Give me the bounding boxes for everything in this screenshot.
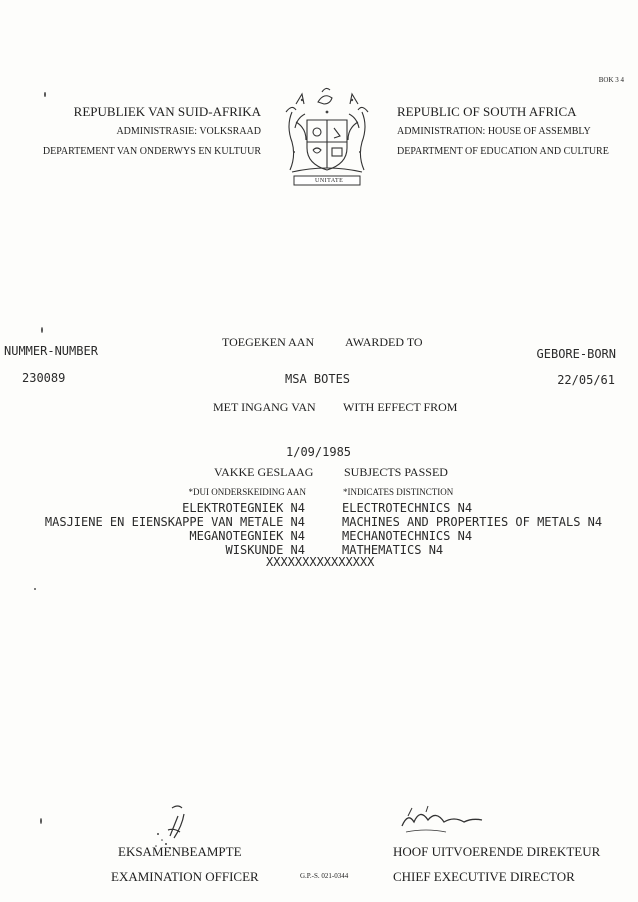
administration-af: ADMINISTRASIE: VOLKSRAAD bbox=[116, 126, 261, 137]
scan-speck bbox=[40, 818, 42, 824]
signature-mark bbox=[150, 800, 210, 850]
subject-af: ELEKTROTEGNIEK N4 bbox=[182, 501, 305, 515]
country-name-en: REPUBLIC OF SOUTH AFRICA bbox=[397, 104, 577, 119]
scan-speck bbox=[41, 327, 43, 333]
scan-speck bbox=[44, 92, 46, 97]
examination-officer-label-af: EKSAMENBEAMPTE bbox=[118, 844, 242, 859]
number-label: NUMMER-NUMBER bbox=[4, 344, 98, 358]
examination-officer-label-en: EXAMINATION OFFICER bbox=[111, 869, 259, 884]
born-label: GEBORE-BORN bbox=[536, 347, 616, 361]
department-en: DEPARTMENT OF EDUCATION AND CULTURE bbox=[397, 146, 609, 157]
distinction-note-af: *DUI ONDERSKEIDING AAN bbox=[188, 487, 306, 497]
subject-af: MASJIENE EN EIENSKAPPE VAN METALE N4 bbox=[44, 515, 305, 529]
awarded-label-af: TOEGEKEN AAN bbox=[222, 335, 315, 349]
list-terminator: XXXXXXXXXXXXXXX bbox=[266, 555, 375, 569]
subjects-label-af: VAKKE GESLAAG bbox=[214, 465, 314, 479]
signature-mark bbox=[398, 800, 488, 840]
subjects-label-en: SUBJECTS PASSED bbox=[344, 465, 448, 479]
chief-director-label-en: CHIEF EXECUTIVE DIRECTOR bbox=[393, 869, 575, 884]
chief-director-label-af: HOOF UITVOERENDE DIREKTEUR bbox=[393, 844, 601, 859]
effect-label-af: MET INGANG VAN bbox=[213, 400, 316, 414]
examination-officer-signature bbox=[150, 800, 210, 850]
subject-en: MATHEMATICS N4 bbox=[342, 543, 444, 557]
candidate-number: 230089 bbox=[22, 371, 66, 385]
distinction-note-en: *INDICATES DISTINCTION bbox=[343, 487, 454, 497]
administration-en: ADMINISTRATION: HOUSE OF ASSEMBLY bbox=[397, 126, 591, 137]
candidate-name: MSA BOTES bbox=[285, 372, 351, 386]
subject-af: WISKUNDE N4 bbox=[225, 543, 305, 557]
subject-en: MACHINES AND PROPERTIES OF METALS N4 bbox=[342, 515, 603, 529]
subject-en: MECHANOTECHNICS N4 bbox=[342, 529, 473, 543]
awarded-label-en: AWARDED TO bbox=[345, 335, 423, 349]
form-code: BOK 3 4 bbox=[598, 76, 624, 84]
subject-af: MEGANOTEGNIEK N4 bbox=[189, 529, 305, 543]
chief-director-signature bbox=[398, 800, 488, 840]
effective-date: 1/09/1985 bbox=[286, 445, 352, 459]
scan-speck bbox=[34, 588, 36, 590]
birth-date: 22/05/61 bbox=[557, 373, 615, 387]
crest-motto: UNITATE bbox=[315, 178, 344, 184]
print-code: G.P.-S. 021-0344 bbox=[300, 872, 349, 880]
effect-label-en: WITH EFFECT FROM bbox=[343, 400, 458, 414]
department-af: DEPARTEMENT VAN ONDERWYS EN KULTUUR bbox=[42, 146, 261, 157]
country-name-af: REPUBLIEK VAN SUID-AFRIKA bbox=[73, 104, 261, 119]
subject-en: ELECTROTECHNICS N4 bbox=[342, 501, 473, 515]
coat-of-arms bbox=[272, 82, 382, 194]
